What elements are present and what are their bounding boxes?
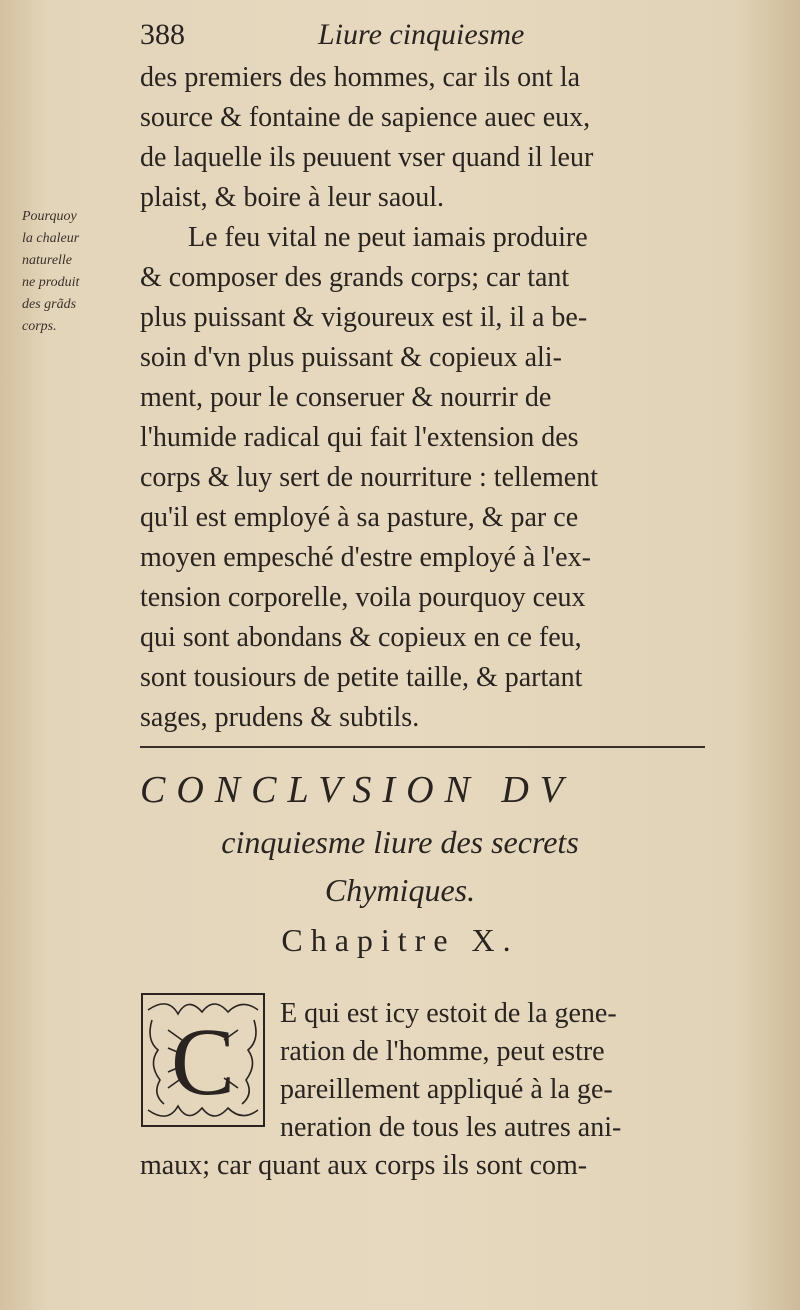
margin-note-line: ne produit: [22, 275, 80, 290]
text-line: qui sont abondans & copieux en ce feu,: [140, 622, 582, 653]
text-line: pareillement appliqué à la ge-: [280, 1074, 613, 1105]
text-line: Le feu vital ne peut iamais produire: [188, 222, 588, 253]
margin-note: [22, 206, 137, 338]
text-line: moyen empesché d'estre employé à l'ex-: [140, 542, 591, 573]
margin-note-line: des grãds: [22, 297, 77, 312]
text-line: des premiers des hommes, car ils ont la: [140, 62, 581, 93]
text-line: ration de l'homme, peut estre: [280, 1036, 605, 1067]
text-line: corps & luy sert de nourriture : tellement: [140, 462, 598, 493]
page-number: 388: [140, 18, 185, 51]
text-line: neration de tous les autres ani-: [280, 1112, 622, 1143]
text-line: E qui est icy estoit de la gene-: [280, 998, 617, 1029]
margin-note-line: la chaleur: [22, 231, 80, 246]
svg-text:C: C: [170, 1008, 236, 1115]
text-line: plus puissant & vigoureux est il, il a be-: [140, 302, 588, 333]
conclusion-subtitle-line: Chymiques.: [324, 872, 476, 908]
text-line: source & fontaine de sapience auec eux,: [140, 102, 591, 133]
conclusion-subtitle: [0, 818, 800, 914]
text-line: sages, prudens & subtils.: [140, 702, 420, 733]
ornamental-drop-cap-icon: [138, 990, 268, 1130]
text-line: soin d'vn plus puissant & copieux ali-: [140, 342, 562, 373]
conclusion-subtitle-line: cinquiesme liure des secrets: [221, 824, 579, 860]
text-line: l'humide radical qui fait l'extension des: [140, 422, 579, 453]
text-line: maux; car quant aux corps ils sont com-: [140, 1150, 588, 1181]
body-text: [140, 58, 740, 738]
text-line: sont tousiours de petite taille, & partant: [140, 662, 583, 693]
margin-note-line: Pourquoy: [22, 209, 77, 224]
text-line: ment, pour le conseruer & nourrir de: [140, 382, 552, 413]
text-line: & composer des grands corps; car tant: [140, 262, 570, 293]
text-line: de laquelle ils peuuent vser quand il leur: [140, 142, 594, 173]
running-head: [140, 18, 600, 58]
chapter-text: [280, 995, 740, 1147]
margin-note-line: naturelle: [22, 253, 73, 268]
text-line: qu'il est employé à sa pasture, & par ce: [140, 502, 579, 533]
running-title: Liure cinquiesme: [318, 18, 525, 51]
section-rule: [140, 746, 705, 748]
conclusion-title: CONCLVSION DV: [140, 769, 575, 811]
text-line: tension corporelle, voila pourquoy ceux: [140, 582, 586, 613]
margin-note-line: corps.: [22, 319, 57, 334]
chapter-heading: Chapitre X.: [281, 922, 519, 958]
text-line: plaist, & boire à leur saoul.: [140, 182, 445, 213]
